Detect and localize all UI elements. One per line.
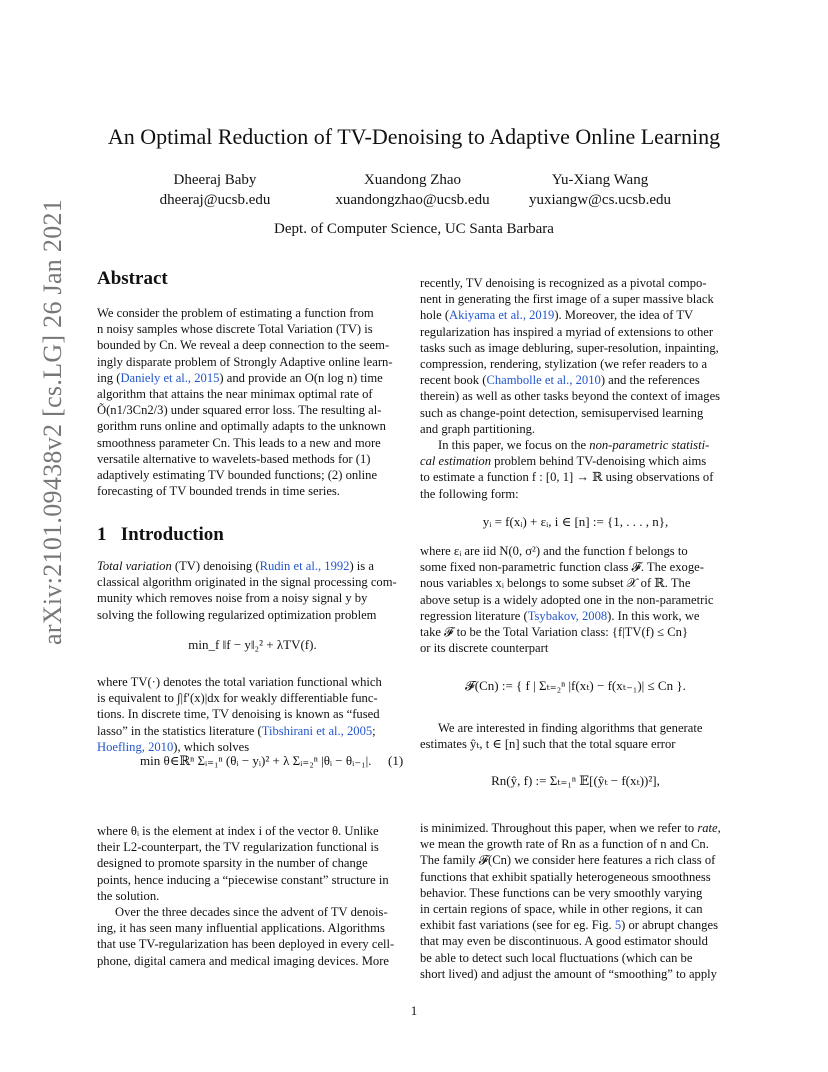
author-2 [305,170,520,210]
author-email: xuandongzhao@ucsb.edu [335,192,490,208]
equation-number: (1) [388,753,404,768]
citation-link[interactable]: Akiyama et al., 2019 [449,308,555,323]
equation-risk: Rn(ŷ, f) := Σₜ₌₁ⁿ 𝔼[(ŷₜ − f(xₜ))²], [491,773,660,788]
arxiv-id: arXiv:2101.09438v2 [cs.LG] 26 Jan 2021 [38,198,67,645]
citation-link[interactable]: Chambolle et al., 2010 [486,373,601,388]
intro-para-1: Total variation (TV) denoising (Rudin et al., 1992) is a classical algorithm originated in the signal processing com- munity which removes noise from a noisy signal y by solving the following regularized optimization problem [97,559,397,622]
affiliation: Dept. of Computer Science, UC Santa Barbara [274,221,554,237]
citation-link[interactable]: Tibshirani et al., 2005 [261,723,373,738]
arxiv-stamp [18,198,67,645]
author-1 [145,170,285,210]
intro-para-2: where TV(·) denotes the total variation functional which is equivalent to ∫|f′(x)|dx for weakly differentiable func- tions. In discrete time, TV denoising is known as “fused lasso” in the statistics literature (Tibshirani et al., 2005; Hoefling, 2010), which solves [97,675,382,754]
section-heading [97,524,224,546]
equation-1: min θ∈ℝⁿ Σᵢ₌₁ⁿ (θᵢ − yᵢ)² + λ Σᵢ₌₂ⁿ |θᵢ − θᵢ₋₁|. [140,753,372,768]
author-email: dheeraj@ucsb.edu [159,192,271,208]
citation-link[interactable]: Tsybakov, 2008 [527,608,608,623]
abstract-body: We consider the problem of estimating a function from n noisy samples whose discrete Total Variation (TV) is bounded by Cn. We reveal a deep connection to the seem- ingly disparate problem of Strongly Adaptive online learn- ing (Daniely et al., 2015) and provide an O(n log n) time algorithm that attains the near minimax optimal rate of Õ(n1/3Cn2/3) under squared error loss. The resulting al- gorithm runs online and optimally adapts to the unknown smoothness parameter Cn. This leads to a new and more versatile alternative to wavelets-based methods for (1) adaptively estimating TV bounded functions; (2) online forecasting of TV bounded trends in time series. [97,306,393,499]
right-para-2: where εᵢ are iid N(0, σ²) and the function f belongs to some fixed non-parametric function class 𝓕. The exoge- nous variables xᵢ belongs to some subset 𝒳 of ℝ. The above setup is a widely adopted one in the non-parametric regression literature (Tsybakov, 2008). In this work, we take 𝓕 to be the Total Variation class: {f|TV(f) ≤ Cn} or its discrete counterpart [420,544,714,656]
author-email: yuxiangw@cs.ucsb.edu [528,192,672,208]
right-para-4: is minimized. Throughout this paper, when we refer to rate, we mean the growth rate of Rn as a function of n and Cn. The family 𝓕(Cn) we consider here features a rich class of functions that exhibit spatially heterogeneous smoothness behavior. These functions can be very smoothly varying in certain regions of space, while in other regions, it can exhibit fast variations (see for eg. Fig. 5) or abrupt changes that may even be discontinuous. A good estimator should be able to detect such local fluctuations (which can be short lived) and adjust the amount of “smoothing” to apply [420,821,721,981]
author-name: Yu-Xiang Wang [551,172,649,188]
section-title: Introduction [120,524,224,545]
page-number: 1 [410,1003,418,1018]
author-name: Dheeraj Baby [173,172,257,188]
figure-link[interactable]: 5 [614,918,622,933]
citation-link[interactable]: Rudin et al., 1992 [259,559,350,573]
right-para-1: recently, TV denoising is recognized as a pivotal compo- nent in generating the first image of a super massive black hole (Akiyama et al., 2019). Moreover, the idea of TV regularization has inspired a myriad of extensions to other tasks such as image debluring, super-resolution, inpainting, compression, rendering, stylization (we refer readers to a recent book (Chambolle et al., 2010) and the references therein) as well as other tasks beyond the context of images such as change-point detection, semisupervised learning and graph partitioning. In this paper, we focus on the non-parametric statisti- cal estimation problem behind TV-denoising which aims to estimate a function f : [0, 1] → ℝ using observations of the following form: [420,276,721,501]
equation-tv-problem: min_f ‖f − y‖₂² + λTV(f). [188,637,317,652]
equation-tv-class: 𝓕(Cn) := { f | Σₜ₌₂ⁿ |f(xₜ) − f(xₜ₋₁)| ≤ Cn }. [465,678,686,693]
author-3 [510,170,690,210]
author-name: Xuandong Zhao [363,172,462,188]
intro-para-3: where θᵢ is the element at index i of the vector θ. Unlike their L2-counterpart, the TV regularization functional is designed to promote sparsity in the number of change points, hence inducing a “piecewise constant” structure in the solution. Over the three decades since the advent of TV denois- ing, it has seen many influential applications. Algorithms that use TV-regularization has been deployed in every cell- phone, digital camera and medical imaging devices. More [97,824,395,968]
paper-title: An Optimal Reduction of TV-Denoising to Adaptive Online Learning [107,124,721,149]
right-para-3: We are interested in finding algorithms that generate estimates ŷₜ, t ∈ [n] such that the total square error [420,721,703,752]
citation-link[interactable]: Daniely et al., 2015 [120,370,220,385]
section-number: 1 [97,524,107,545]
abstract-heading: Abstract [97,268,168,289]
citation-link[interactable]: Hoefling, 2010 [97,739,174,754]
equation-observations: yᵢ = f(xᵢ) + εᵢ, i ∈ [n] := {1, . . . , n}, [482,514,669,529]
